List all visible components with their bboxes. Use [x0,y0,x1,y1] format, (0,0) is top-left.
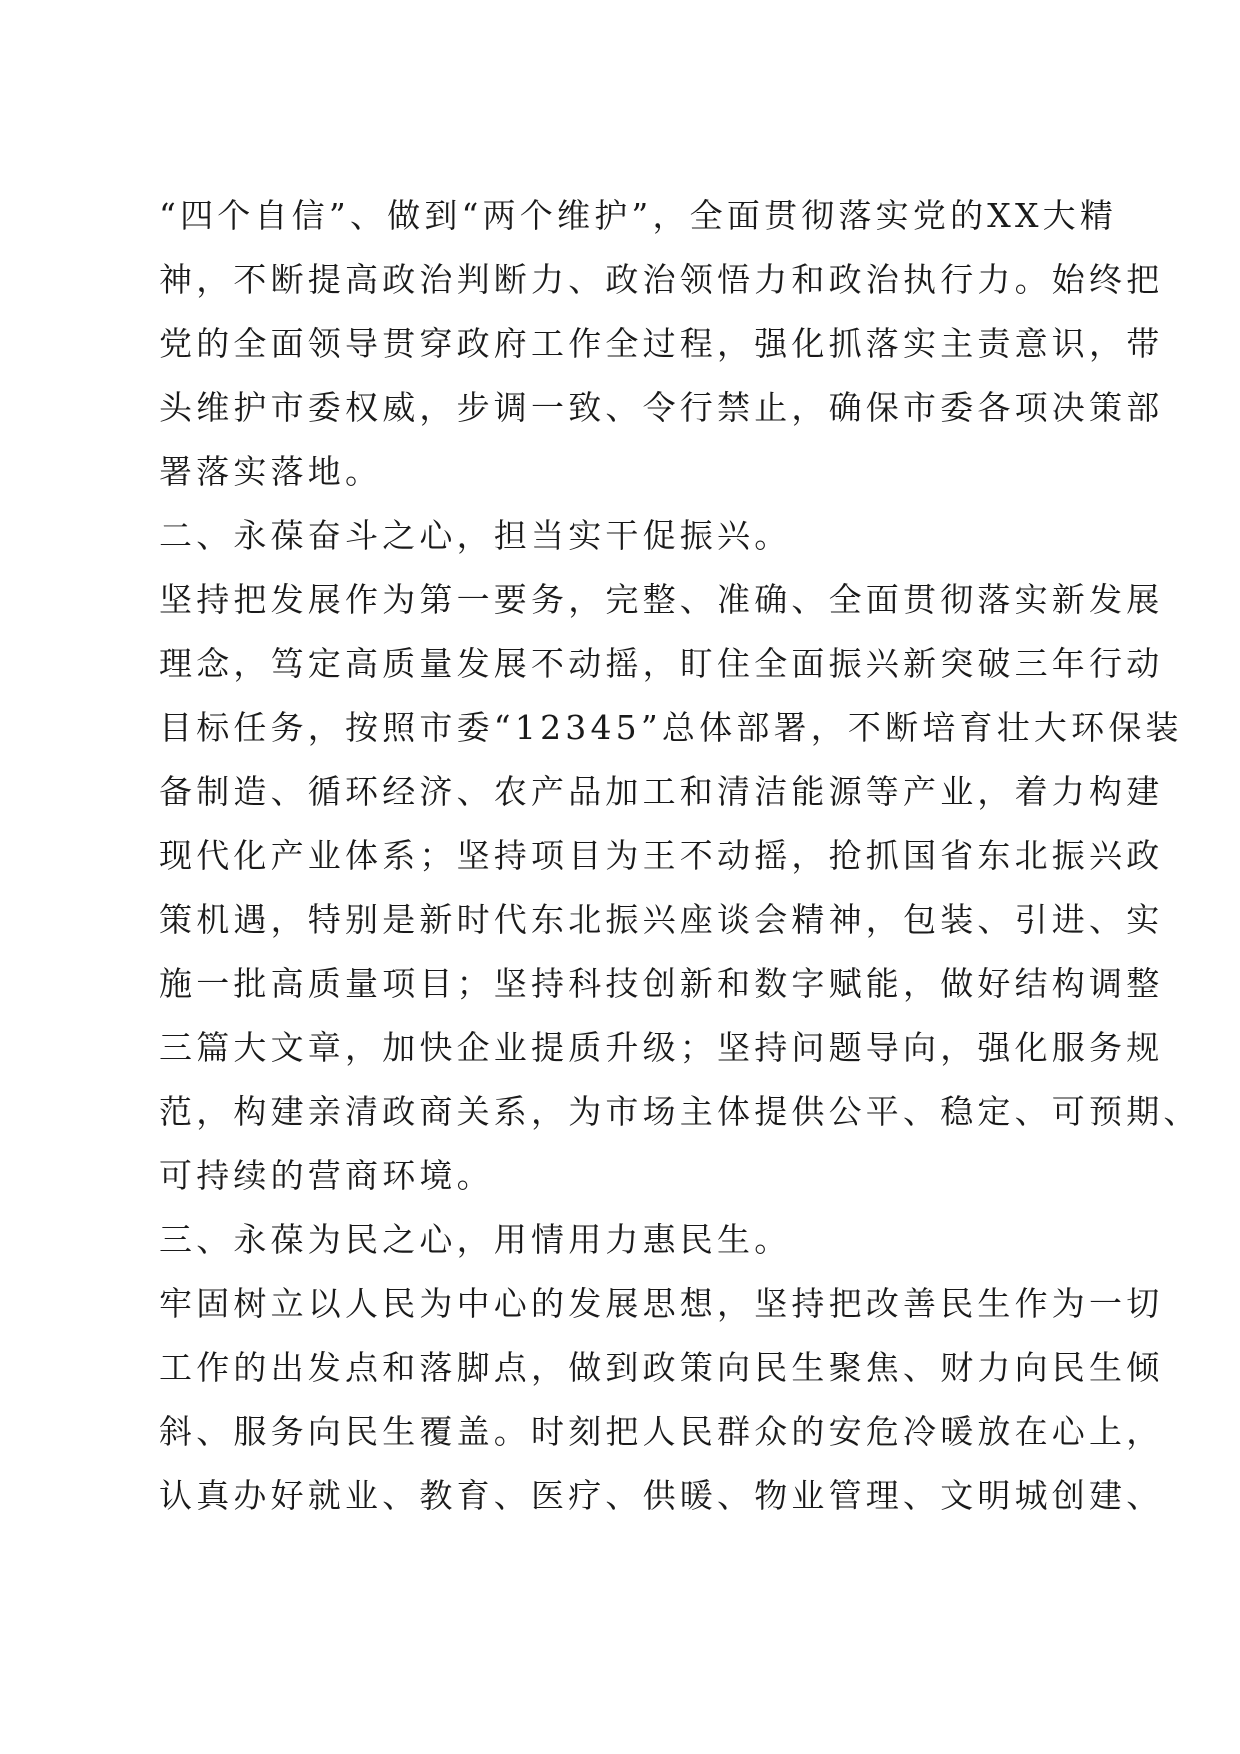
paragraph-line: 斜、服务向民生覆盖。时刻把人民群众的安危冷暖放在心上， [159,1412,1164,1451]
paragraph-line: 工作的出发点和落脚点，做到政策向民生聚焦、财力向民生倾 [159,1348,1164,1387]
paragraph-line: 牢固树立以人民为中心的发展思想，坚持把改善民生作为一切 [159,1284,1164,1323]
paragraph-line: 范，构建亲清政商关系，为市场主体提供公平、稳定、可预期、 [159,1092,1201,1131]
paragraph-line: 现代化产业体系；坚持项目为王不动摇，抢抓国省东北振兴政 [159,836,1164,875]
section-heading: 三、永葆为民之心，用情用力惠民生。 [159,1220,792,1259]
paragraph-line: 目标任务，按照市委“12345”总体部署，不断培育壮大环保装 [159,708,1183,747]
section-heading: 二、永葆奋斗之心，担当实干促振兴。 [159,516,792,555]
paragraph-line: 认真办好就业、教育、医疗、供暖、物业管理、文明城创建、 [159,1476,1164,1515]
paragraph-line: 可持续的营商环境。 [159,1156,494,1195]
paragraph-line: 坚持把发展作为第一要务，完整、准确、全面贯彻落实新发展 [159,580,1164,619]
paragraph-line: 党的全面领导贯穿政府工作全过程，强化抓落实主责意识，带 [159,324,1164,363]
paragraph-line: 施一批高质量项目；坚持科技创新和数字赋能，做好结构调整 [159,964,1164,1003]
paragraph-line: 三篇大文章，加快企业提质升级；坚持问题导向，强化服务规 [159,1028,1164,1067]
paragraph-line: 署落实落地。 [159,452,383,491]
paragraph-line: 理念，笃定高质量发展不动摇，盯住全面振兴新突破三年行动 [159,644,1164,683]
paragraph-line: 备制造、循环经济、农产品加工和清洁能源等产业，着力构建 [159,772,1164,811]
paragraph-line: 神，不断提高政治判断力、政治领悟力和政治执行力。始终把 [159,260,1164,299]
paragraph-line: 策机遇，特别是新时代东北振兴座谈会精神，包装、引进、实 [159,900,1164,939]
paragraph-line: 头维护市委权威，步调一致、令行禁止，确保市委各项决策部 [159,388,1164,427]
document-body [159,184,1201,1528]
paragraph-line: “四个自信”、做到“两个维护”，全面贯彻落实党的XX大精 [159,196,1118,235]
